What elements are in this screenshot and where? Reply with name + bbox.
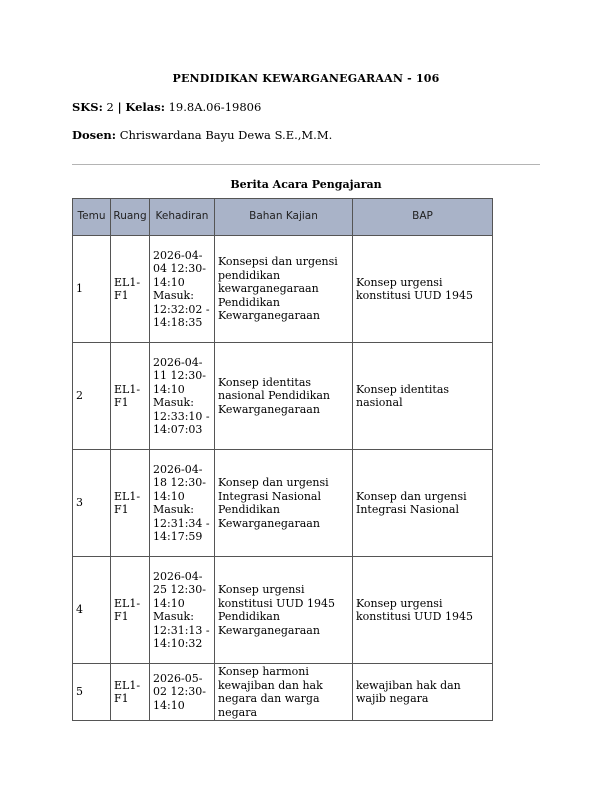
header-bap: BAP bbox=[353, 199, 493, 236]
cell-kehadiran: 2026-04-11 12:30-14:10 Masuk: 12:33:10 - 14:07:03 bbox=[150, 343, 215, 450]
table-caption: Berita Acara Pengajaran bbox=[230, 178, 382, 191]
cell-ruang: EL1-F1 bbox=[111, 557, 150, 664]
cell-temu: 5 bbox=[73, 664, 111, 721]
course-meta-line bbox=[72, 100, 261, 114]
header-bahan-kajian: Bahan Kajian bbox=[215, 199, 353, 236]
bap-table bbox=[72, 198, 493, 721]
cell-bahan-kajian: Konsep dan urgensi Integrasi Nasional Pendidikan Kewarganegaraan bbox=[215, 450, 353, 557]
cell-bap: Konsep dan urgensi Integrasi Nasional bbox=[353, 450, 493, 557]
kelas-value: 19.8A.06-19806 bbox=[168, 100, 262, 114]
cell-temu: 1 bbox=[73, 236, 111, 343]
kelas-label: Kelas: bbox=[125, 100, 165, 114]
cell-temu: 4 bbox=[73, 557, 111, 664]
header-ruang: Ruang bbox=[111, 199, 150, 236]
sks-label: SKS: bbox=[72, 100, 103, 114]
cell-bahan-kajian: Konsep harmoni kewajiban dan hak negara dan warga negara bbox=[215, 664, 353, 721]
cell-kehadiran: 2026-04-04 12:30-14:10 Masuk: 12:32:02 - 14:18:35 bbox=[150, 236, 215, 343]
table-row bbox=[73, 343, 493, 450]
cell-bahan-kajian: Konsep urgensi konstitusi UUD 1945 Pendidikan Kewarganegaraan bbox=[215, 557, 353, 664]
cell-ruang: EL1-F1 bbox=[111, 450, 150, 557]
cell-kehadiran: 2026-04-25 12:30-14:10 Masuk: 12:31:13 - 14:10:32 bbox=[150, 557, 215, 664]
document-title: PENDIDIKAN KEWARGANEGARAAN - 106 bbox=[172, 72, 440, 85]
lecturer-line bbox=[72, 128, 332, 142]
meta-separator: | bbox=[117, 100, 122, 114]
cell-bahan-kajian: Konsepsi dan urgensi pendidikan kewarganegaraan Pendidikan Kewarganegaraan bbox=[215, 236, 353, 343]
cell-bap: Konsep identitas nasional bbox=[353, 343, 493, 450]
header-kehadiran: Kehadiran bbox=[150, 199, 215, 236]
cell-bap: Konsep urgensi konstitusi UUD 1945 bbox=[353, 557, 493, 664]
cell-bap: Konsep urgensi konstitusi UUD 1945 bbox=[353, 236, 493, 343]
dosen-value: Chriswardana Bayu Dewa S.E.,M.M. bbox=[119, 128, 333, 142]
table-row bbox=[73, 664, 493, 721]
table-header-row bbox=[73, 199, 493, 236]
cell-temu: 3 bbox=[73, 450, 111, 557]
sks-value: 2 bbox=[106, 100, 114, 114]
cell-ruang: EL1-F1 bbox=[111, 664, 150, 721]
cell-bap: kewajiban hak dan wajib negara bbox=[353, 664, 493, 721]
cell-temu: 2 bbox=[73, 343, 111, 450]
table-row bbox=[73, 236, 493, 343]
cell-bahan-kajian: Konsep identitas nasional Pendidikan Kewarganegaraan bbox=[215, 343, 353, 450]
cell-kehadiran: 2026-05-02 12:30-14:10 bbox=[150, 664, 215, 721]
cell-ruang: EL1-F1 bbox=[111, 343, 150, 450]
dosen-label: Dosen: bbox=[72, 128, 117, 142]
table-row bbox=[73, 450, 493, 557]
cell-kehadiran: 2026-04-18 12:30-14:10 Masuk: 12:31:34 - 14:17:59 bbox=[150, 450, 215, 557]
header-temu: Temu bbox=[73, 199, 111, 236]
table-row bbox=[73, 557, 493, 664]
horizontal-divider bbox=[72, 164, 540, 165]
cell-ruang: EL1-F1 bbox=[111, 236, 150, 343]
